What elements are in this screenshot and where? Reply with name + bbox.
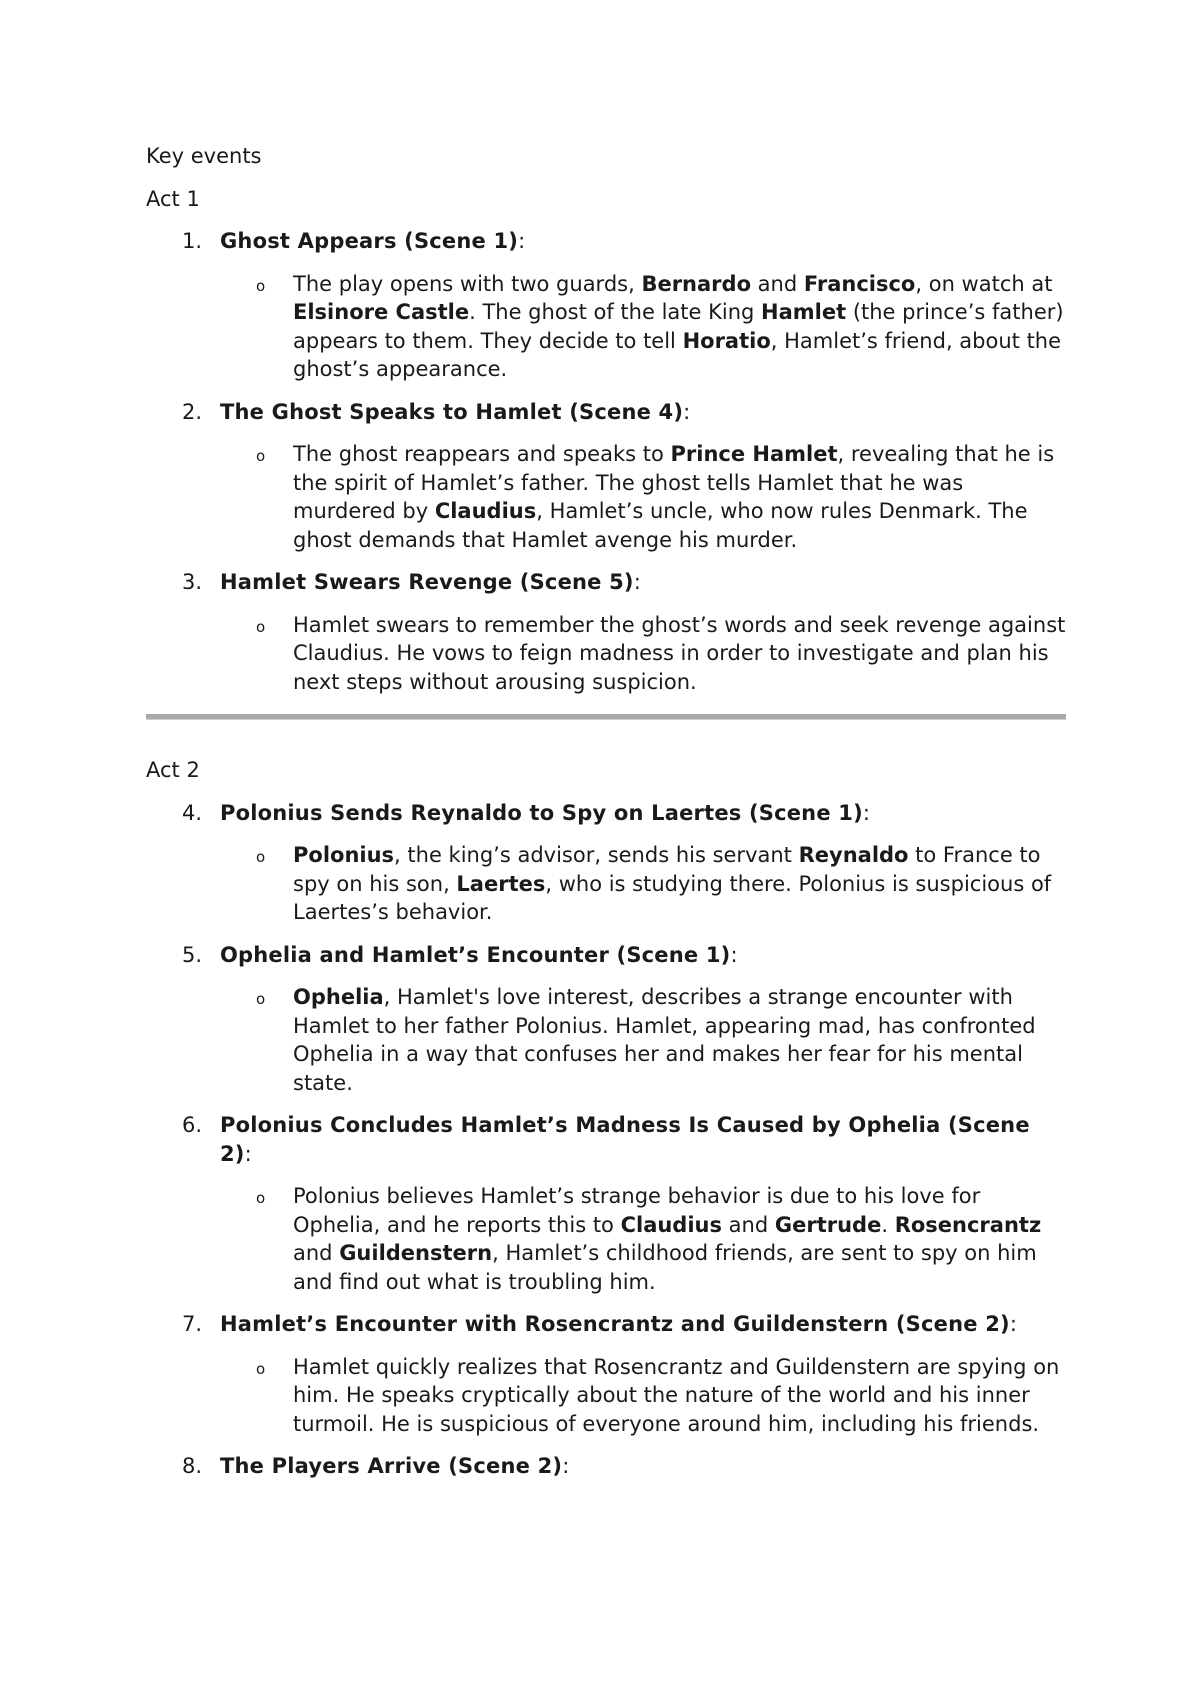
event-description [146,611,1066,697]
event-description [146,1353,1066,1439]
text-run: to France to spy on his son, [293,843,1041,896]
event-heading [146,1111,1066,1168]
event-heading [146,568,1066,597]
acts-container [146,185,1066,1481]
bold-name: Horatio [682,328,771,353]
description-text [293,272,1064,382]
description-text [293,1184,1041,1294]
event-title: Polonius Concludes Hamlet’s Madness Is Caused by Ophelia (Scene 2) [220,1113,1030,1166]
bold-name: Bernardo [641,271,751,296]
bold-name: Laertes [456,871,546,896]
event-item [146,1310,1066,1438]
bold-name: Hamlet [761,300,847,324]
text-run: , who is studying there. Polonius is suspicious of Laertes’s behavior. [293,871,1052,924]
event-heading [146,799,1066,828]
text-run: , Hamlet’s uncle, who now rules Denmark. The ghost demands that Hamlet avenge his murder. [293,499,1028,552]
event-heading [146,1310,1066,1339]
bold-name: Gertrude [774,1212,882,1237]
bold-name: Rosencrantz [894,1212,1042,1237]
text-run: The play opens with two guards, [293,271,642,296]
event-description [146,1182,1066,1296]
text-run: (the prince’s father) appears to them. They decide to tell [293,300,1064,353]
event-title-colon: : [730,942,738,967]
description-text [293,613,1065,694]
event-title: Polonius Sends Reynaldo to Spy on Laertes (Scene 1) [220,800,863,825]
bold-name: Claudius [434,499,537,523]
event-number: 7. [182,1312,203,1336]
text-run: , on watch at [915,271,1053,296]
event-description [146,270,1066,384]
event-number: 8. [182,1454,203,1478]
act-heading: Act 1 [146,186,200,211]
description-text [293,1355,1059,1436]
bullet-circle-icon: o [256,1359,266,1378]
bold-name: Claudius [620,1212,722,1237]
event-item [146,227,1066,384]
bullet-circle-icon: o [256,447,266,465]
event-title-colon: : [562,1454,570,1478]
act-heading: Act 2 [146,758,200,782]
event-number: 3. [182,570,203,594]
event-title: Hamlet’s Encounter with Rosencrantz and Guildenstern (Scene 2) [220,1312,1010,1336]
text-run: The ghost reappears and speaks to [293,442,671,466]
bullet-circle-icon: o [256,276,266,295]
event-item [146,1452,1066,1481]
event-item [146,568,1066,696]
text-run: Hamlet swears to remember the ghost’s words and seek revenge against Claudius. He vows to feign madness in order to investigate and plan his next steps without arousing suspicion. [293,612,1066,694]
text-run: , the king’s advisor, sends his servant [394,843,799,867]
text-run: . The ghost of the late King [469,300,762,324]
event-item [146,1111,1066,1296]
event-number: 2. [182,399,203,424]
text-run: and [722,1212,775,1237]
event-title-colon: : [862,800,870,825]
text-run: and [751,271,804,296]
event-title-colon: : [683,399,691,424]
bullet-circle-icon: o [256,1189,266,1207]
text-run: , Hamlet’s friend, about the ghost’s appearance. [293,328,1062,381]
text-run: , Hamlet's love interest, describes a strange encounter with Hamlet to her father Polonius. Hamlet, appearing mad, has confronted Ophelia in a way that confuses her and makes her fear for his mental state. [293,985,1036,1095]
act-section [146,185,1066,697]
event-heading [146,227,1066,256]
event-title-colon: : [1009,1312,1017,1336]
bullet-circle-icon: o [256,848,266,866]
event-title-colon: : [633,570,641,594]
text-run: and [293,1241,340,1265]
event-title: The Players Arrive (Scene 2) [220,1454,563,1478]
event-item [146,941,1066,1098]
event-heading [146,941,1066,970]
event-description [146,440,1066,554]
event-description [146,841,1066,927]
event-title: Hamlet Swears Revenge (Scene 5) [220,570,634,594]
description-text [293,985,1036,1095]
text-run: , revealing that he is the spirit of Hamlet’s father. The ghost tells Hamlet that he was murdered by [293,442,1055,523]
bold-name: Ophelia [293,985,384,1009]
bold-name: Prince Hamlet [670,442,838,466]
event-title: The Ghost Speaks to Hamlet (Scene 4) [220,399,684,424]
bold-name: Guildenstern [339,1241,493,1265]
bullet-circle-icon: o [256,990,266,1008]
bold-name: Polonius [293,843,395,867]
event-number: 1. [182,229,203,253]
event-heading [146,398,1066,427]
event-number: 4. [182,800,203,825]
bold-name: Reynaldo [798,843,909,867]
section-divider [146,714,1066,720]
document-title: Key events [146,144,262,168]
event-number: 5. [182,942,203,967]
bullet-circle-icon: o [256,617,266,636]
bold-name: Elsinore Castle [293,300,470,324]
event-title: Ghost Appears (Scene 1) [220,229,519,253]
text-run: Polonius believes Hamlet’s strange behavior is due to his love for Ophelia, and he reports this to [293,1184,981,1237]
text-run: Hamlet quickly realizes that Rosencrantz and Guildenstern are spying on him. He speaks cryptically about the nature of the world and his inner turmoil. He is suspicious of everyone around him, including his friends. [293,1354,1060,1436]
text-run: , Hamlet’s childhood friends, are sent to spy on him and find out what is troubling him. [293,1241,1037,1294]
event-item [146,398,1066,555]
description-text [293,843,1051,924]
event-title-colon: : [244,1141,252,1166]
event-number: 6. [182,1113,203,1137]
act-section [146,756,1066,1481]
event-title: Ophelia and Hamlet’s Encounter (Scene 1) [220,942,731,967]
bold-name: Francisco [803,271,916,296]
event-item [146,799,1066,927]
document-page [146,142,1066,1495]
description-text [293,442,1054,552]
text-run: . [881,1212,895,1237]
event-heading [146,1452,1066,1481]
event-title-colon: : [518,229,526,253]
event-description [146,983,1066,1097]
